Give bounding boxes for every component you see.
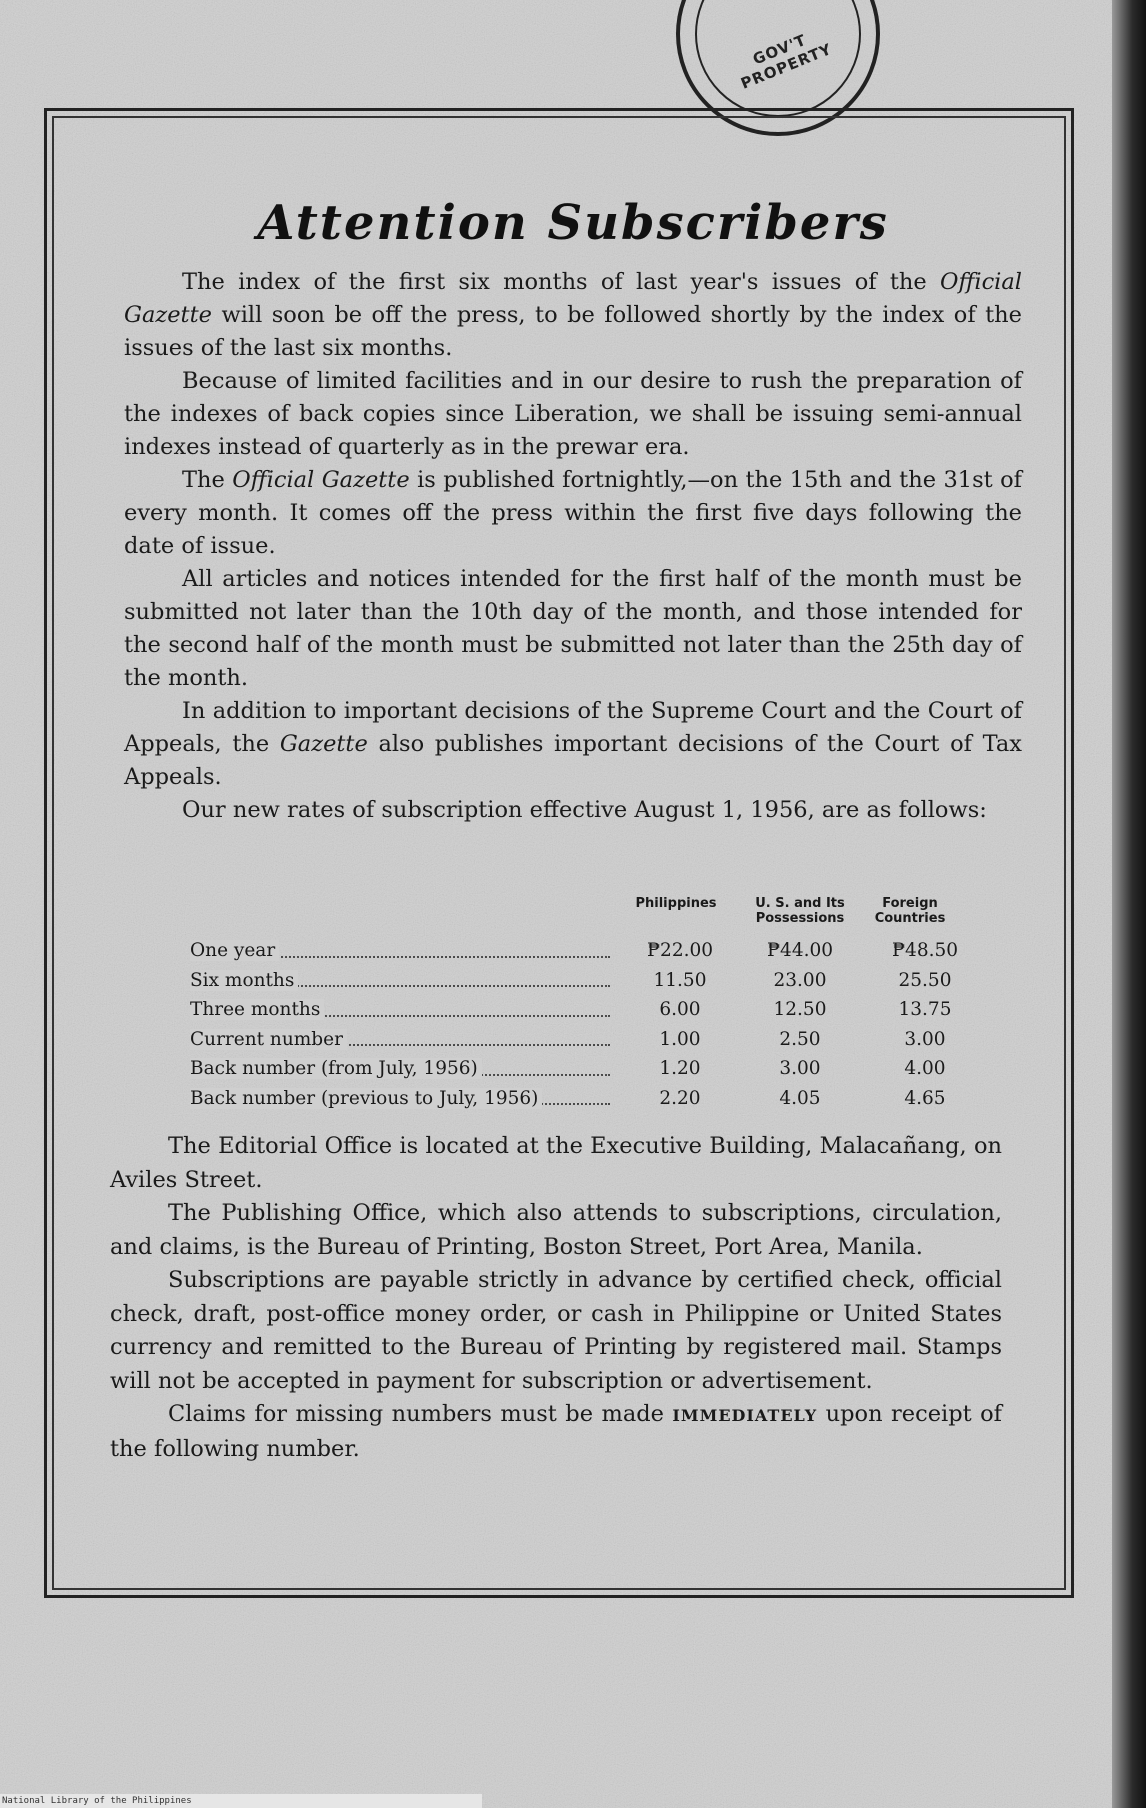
table-row: [190, 1084, 970, 1114]
paragraph-index: The index of the first six months of last year's issues of the Official Gazette will soon be off the press, to be followed shortly by the index of the issues of the last six months.: [124, 269, 1022, 361]
rates-table: [190, 936, 970, 1113]
rate-us: 2.50: [779, 1028, 821, 1050]
paragraph-subscriptions: Subscriptions are payable strictly in advance by certified check, official check, draft, post-office money order, or cash in Philippine or United States currency and remitted to the Bureau of Printing by registered mail. Stamps will not be accepted in payment for subscription or advertisement.: [110, 1267, 1002, 1394]
notice-body-continued: [110, 1130, 1002, 1466]
paragraph-limited-facilities: Because of limited facilities and in our desire to rush the preparation of the indexes of back copies since Liberation, we shall be issuing semi-annual indexes instead of quarterly as in the prewar era.: [124, 368, 1022, 460]
rate-foreign: 4.65: [904, 1087, 946, 1109]
table-row: [190, 936, 970, 966]
rate-us: ₱44.00: [766, 940, 834, 961]
page-edge-shadow: [1112, 0, 1146, 1808]
table-row: [190, 966, 970, 996]
rate-philippines: 1.00: [659, 1028, 701, 1050]
rate-label: Three months: [190, 999, 324, 1020]
paragraph-publishing-office: The Publishing Office, which also attends to subscriptions, circulation, and claims, is the Bureau of Printing, Boston Street, Port Area, Manila.: [110, 1200, 1002, 1260]
paragraph-rates-intro: Our new rates of subscription effective August 1, 1956, are as follows:: [182, 797, 987, 823]
rate-us: 3.00: [779, 1058, 821, 1079]
header-foreign: Foreign Countries: [874, 896, 946, 926]
rate-us: 23.00: [773, 969, 827, 991]
table-row: [190, 1025, 970, 1055]
table-row: [190, 1054, 970, 1084]
rate-philippines: 6.00: [659, 999, 701, 1020]
rate-foreign: ₱48.50: [891, 940, 959, 961]
rate-label: Back number (from July, 1956): [190, 1058, 482, 1079]
paragraph-claims: Claims for missing numbers must be made IMMEDIATELY upon receipt of the following number.: [110, 1401, 1002, 1462]
rate-label: Six months: [190, 970, 298, 991]
rate-label: One year: [190, 940, 279, 961]
paragraph-editorial-office: The Editorial Office is located at the Executive Building, Malacañang, on Aviles Street.: [110, 1133, 1002, 1193]
footer-credit: National Library of the Philippines: [0, 1794, 482, 1808]
rate-foreign: 4.00: [904, 1058, 946, 1079]
rate-label: Back number (previous to July, 1956): [190, 1088, 542, 1109]
paragraph-decisions: In addition to important decisions of the Supreme Court and the Court of Appeals, the Gazette also publishes important decisions of the Court of Tax Appeals.: [124, 698, 1022, 790]
rate-philippines: 2.20: [659, 1087, 701, 1109]
rate-label: Current number: [190, 1029, 347, 1050]
rate-philippines: 11.50: [653, 969, 707, 991]
stamp-text: GOV'T PROPERTY: [738, 30, 835, 93]
rate-foreign: 3.00: [904, 1028, 946, 1050]
rate-foreign: 25.50: [898, 969, 952, 991]
header-philippines: Philippines: [635, 896, 717, 911]
rate-philippines: ₱22.00: [646, 940, 714, 961]
page-title: Attention Subscribers: [257, 195, 889, 251]
table-row: [190, 995, 970, 1025]
notice-body: [124, 266, 1022, 827]
rate-foreign: 13.75: [898, 999, 952, 1020]
rate-us: 4.05: [779, 1087, 821, 1109]
paragraph-fortnightly: The Official Gazette is published fortnightly,—on the 15th and the 31st of every month. It comes off the press within the first five days following the date of issue.: [124, 467, 1022, 559]
paragraph-deadlines: All articles and notices intended for the first half of the month must be submitted not later than the 10th day of the month, and those intended for the second half of the month must be submitted not later than the 25th day of the month.: [124, 566, 1022, 691]
rate-philippines: 1.20: [659, 1058, 701, 1079]
header-us: U. S. and Its Possessions: [755, 896, 845, 926]
rate-us: 12.50: [773, 999, 827, 1020]
